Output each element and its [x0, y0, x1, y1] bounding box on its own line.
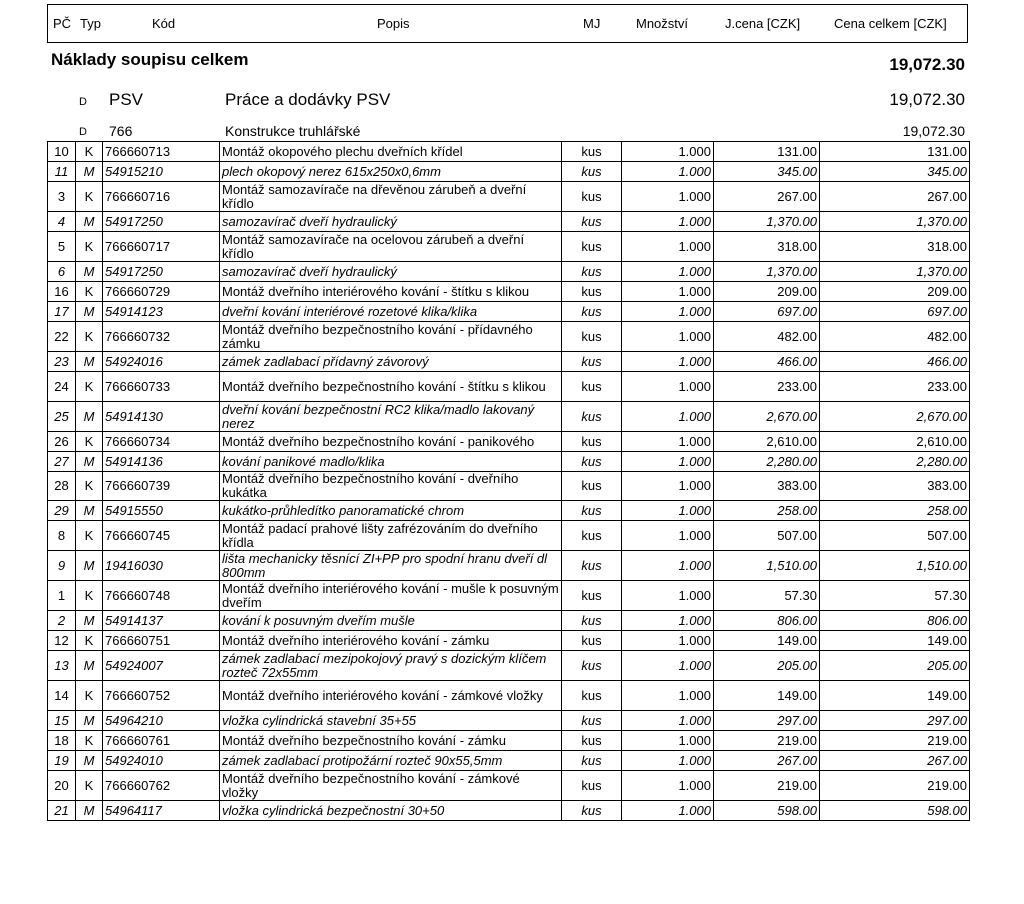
- row-unit-price: 297.00: [714, 711, 820, 731]
- row-unit-price: 1,370.00: [714, 262, 820, 282]
- row-pc: 5: [48, 232, 76, 262]
- row-code: 766660717: [103, 232, 220, 262]
- row-total-price: 806.00: [820, 611, 970, 631]
- col-typ: Typ: [80, 16, 101, 31]
- row-code: 54915550: [103, 501, 220, 521]
- row-code: 766660733: [103, 372, 220, 402]
- table-row: [48, 302, 970, 322]
- row-unit-price: 482.00: [714, 322, 820, 352]
- row-unit-price: 466.00: [714, 352, 820, 372]
- row-description: dveřní kování bezpečnostní RC2 klika/madlo lakovaný nerez: [220, 402, 562, 432]
- col-pc: PČ: [53, 16, 72, 31]
- row-unit-price: 697.00: [714, 302, 820, 322]
- row-unit-of-measure: kus: [562, 751, 622, 771]
- row-code: 54964117: [103, 801, 220, 821]
- row-unit-of-measure: kus: [562, 611, 622, 631]
- row-pc: 8: [48, 521, 76, 551]
- row-typ: M: [76, 212, 103, 232]
- row-total-price: 297.00: [820, 711, 970, 731]
- row-total-price: 233.00: [820, 372, 970, 402]
- row-typ: M: [76, 611, 103, 631]
- row-description: Montáž dveřního interiérového kování - zámkové vložky: [220, 681, 562, 711]
- row-pc: 6: [48, 262, 76, 282]
- row-typ: M: [76, 162, 103, 182]
- row-code: 766660734: [103, 432, 220, 452]
- row-description: kování k posuvným dveřím mušle: [220, 611, 562, 631]
- row-description: samozavírač dveří hydraulický: [220, 212, 562, 232]
- row-unit-price: 149.00: [714, 631, 820, 651]
- table-row: [48, 611, 970, 631]
- row-code: 54964210: [103, 711, 220, 731]
- row-unit-price: 2,610.00: [714, 432, 820, 452]
- row-description: Montáž samozavírače na dřevěnou zárubeň a dveřní křídlo: [220, 182, 562, 212]
- row-quantity: 1.000: [622, 651, 714, 681]
- row-description: Montáž dveřního bezpečnostního kování - štítku s klikou: [220, 372, 562, 402]
- row-quantity: 1.000: [622, 282, 714, 302]
- row-pc: 10: [48, 142, 76, 162]
- row-pc: 18: [48, 731, 76, 751]
- row-total-price: 267.00: [820, 182, 970, 212]
- row-code: 766660762: [103, 771, 220, 801]
- row-unit-of-measure: kus: [562, 581, 622, 611]
- level1-d-marker: D: [79, 96, 87, 108]
- row-unit-price: 149.00: [714, 681, 820, 711]
- row-typ: K: [76, 372, 103, 402]
- row-total-price: 318.00: [820, 232, 970, 262]
- row-unit-price: 267.00: [714, 182, 820, 212]
- row-code: 54914137: [103, 611, 220, 631]
- row-quantity: 1.000: [622, 751, 714, 771]
- row-unit-price: 219.00: [714, 731, 820, 751]
- row-code: 766660716: [103, 182, 220, 212]
- row-pc: 9: [48, 551, 76, 581]
- table-row: [48, 651, 970, 681]
- row-unit-price: 2,670.00: [714, 402, 820, 432]
- row-pc: 21: [48, 801, 76, 821]
- row-quantity: 1.000: [622, 232, 714, 262]
- row-quantity: 1.000: [622, 262, 714, 282]
- row-quantity: 1.000: [622, 771, 714, 801]
- row-unit-price: 2,280.00: [714, 452, 820, 472]
- row-total-price: 697.00: [820, 302, 970, 322]
- row-unit-of-measure: kus: [562, 551, 622, 581]
- row-typ: M: [76, 651, 103, 681]
- row-quantity: 1.000: [622, 501, 714, 521]
- row-unit-of-measure: kus: [562, 452, 622, 472]
- row-pc: 29: [48, 501, 76, 521]
- row-pc: 13: [48, 651, 76, 681]
- row-typ: K: [76, 472, 103, 501]
- row-typ: M: [76, 402, 103, 432]
- row-unit-of-measure: kus: [562, 352, 622, 372]
- row-typ: K: [76, 322, 103, 352]
- row-typ: K: [76, 182, 103, 212]
- row-pc: 4: [48, 212, 76, 232]
- row-code: 54914136: [103, 452, 220, 472]
- col-cena-celkem: Cena celkem [CZK]: [834, 16, 947, 31]
- row-description: Montáž dveřního bezpečnostního kování - zámku: [220, 731, 562, 751]
- row-unit-of-measure: kus: [562, 711, 622, 731]
- table-row: [48, 182, 970, 212]
- table-row: [48, 352, 970, 372]
- row-description: Montáž dveřního bezpečnostního kování - zámkové vložky: [220, 771, 562, 801]
- row-code: 766660752: [103, 681, 220, 711]
- row-unit-price: 345.00: [714, 162, 820, 182]
- row-unit-price: 57.30: [714, 581, 820, 611]
- row-unit-price: 233.00: [714, 372, 820, 402]
- row-unit-of-measure: kus: [562, 402, 622, 432]
- row-typ: K: [76, 581, 103, 611]
- row-pc: 22: [48, 322, 76, 352]
- row-pc: 12: [48, 631, 76, 651]
- row-code: 766660732: [103, 322, 220, 352]
- row-pc: 16: [48, 282, 76, 302]
- row-unit-of-measure: kus: [562, 282, 622, 302]
- row-total-price: 345.00: [820, 162, 970, 182]
- row-code: 54915210: [103, 162, 220, 182]
- summary-value: 19,072.30: [889, 55, 965, 74]
- row-unit-of-measure: kus: [562, 801, 622, 821]
- table-row: [48, 402, 970, 432]
- row-unit-of-measure: kus: [562, 631, 622, 651]
- col-jcena: J.cena [CZK]: [725, 16, 801, 31]
- row-total-price: 598.00: [820, 801, 970, 821]
- table-row: [48, 232, 970, 262]
- row-quantity: 1.000: [622, 452, 714, 472]
- row-typ: K: [76, 771, 103, 801]
- row-pc: 1: [48, 581, 76, 611]
- table-row: [48, 681, 970, 711]
- row-quantity: 1.000: [622, 352, 714, 372]
- row-quantity: 1.000: [622, 731, 714, 751]
- row-description: Montáž dveřního bezpečnostního kování - dveřního kukátka: [220, 472, 562, 501]
- table-row: [48, 751, 970, 771]
- row-total-price: 1,510.00: [820, 551, 970, 581]
- row-description: vložka cylindrická stavební 35+55: [220, 711, 562, 731]
- row-unit-price: 806.00: [714, 611, 820, 631]
- row-unit-price: 383.00: [714, 472, 820, 501]
- row-total-price: 149.00: [820, 631, 970, 651]
- row-quantity: 1.000: [622, 472, 714, 501]
- row-total-price: 149.00: [820, 681, 970, 711]
- row-total-price: 507.00: [820, 521, 970, 551]
- table-row: [48, 452, 970, 472]
- row-code: 54914130: [103, 402, 220, 432]
- row-description: vložka cylindrická bezpečnostní 30+50: [220, 801, 562, 821]
- row-unit-price: 267.00: [714, 751, 820, 771]
- row-unit-of-measure: kus: [562, 142, 622, 162]
- row-unit-of-measure: kus: [562, 771, 622, 801]
- table-row: [48, 282, 970, 302]
- row-code: 54917250: [103, 212, 220, 232]
- row-unit-price: 205.00: [714, 651, 820, 681]
- table-row: [48, 731, 970, 751]
- col-mnozstvi: Množství: [636, 16, 689, 31]
- row-unit-price: 318.00: [714, 232, 820, 262]
- row-unit-of-measure: kus: [562, 322, 622, 352]
- level1-name: Práce a dodávky PSV: [225, 90, 391, 109]
- level1-code: PSV: [109, 90, 144, 109]
- table-row: [48, 801, 970, 821]
- row-description: zámek zadlabací přídavný závorový: [220, 352, 562, 372]
- row-quantity: 1.000: [622, 212, 714, 232]
- row-quantity: 1.000: [622, 611, 714, 631]
- row-total-price: 267.00: [820, 751, 970, 771]
- row-code: 766660745: [103, 521, 220, 551]
- row-pc: 25: [48, 402, 76, 432]
- row-code: 54924007: [103, 651, 220, 681]
- row-pc: 27: [48, 452, 76, 472]
- row-typ: M: [76, 551, 103, 581]
- summary-label: Náklady soupisu celkem: [51, 50, 249, 69]
- row-quantity: 1.000: [622, 162, 714, 182]
- row-typ: M: [76, 302, 103, 322]
- row-code: 54924016: [103, 352, 220, 372]
- items-table: [47, 141, 970, 821]
- row-typ: K: [76, 731, 103, 751]
- row-typ: K: [76, 142, 103, 162]
- row-code: 766660739: [103, 472, 220, 501]
- column-header: [47, 4, 968, 43]
- row-quantity: 1.000: [622, 302, 714, 322]
- row-unit-price: 209.00: [714, 282, 820, 302]
- row-unit-of-measure: kus: [562, 681, 622, 711]
- row-description: samozavírač dveří hydraulický: [220, 262, 562, 282]
- row-unit-of-measure: kus: [562, 182, 622, 212]
- row-unit-price: 1,510.00: [714, 551, 820, 581]
- row-code: 766660748: [103, 581, 220, 611]
- row-quantity: 1.000: [622, 372, 714, 402]
- row-typ: M: [76, 801, 103, 821]
- row-unit-price: 1,370.00: [714, 212, 820, 232]
- row-unit-of-measure: kus: [562, 302, 622, 322]
- table-row: [48, 432, 970, 452]
- row-code: 766660729: [103, 282, 220, 302]
- row-code: 766660751: [103, 631, 220, 651]
- row-description: zámek zadlabací protipožární rozteč 90x55,5mm: [220, 751, 562, 771]
- row-total-price: 2,610.00: [820, 432, 970, 452]
- row-pc: 17: [48, 302, 76, 322]
- row-typ: K: [76, 631, 103, 651]
- row-code: 54917250: [103, 262, 220, 282]
- row-unit-of-measure: kus: [562, 262, 622, 282]
- table-row: [48, 521, 970, 551]
- row-total-price: 482.00: [820, 322, 970, 352]
- row-quantity: 1.000: [622, 551, 714, 581]
- table-row: [48, 322, 970, 352]
- row-unit-price: 507.00: [714, 521, 820, 551]
- table-row: [48, 472, 970, 501]
- row-typ: M: [76, 452, 103, 472]
- col-mj: MJ: [583, 16, 601, 31]
- row-unit-of-measure: kus: [562, 232, 622, 262]
- table-row: [48, 771, 970, 801]
- level2-code: 766: [109, 123, 133, 139]
- row-unit-of-measure: kus: [562, 521, 622, 551]
- row-code: 54924010: [103, 751, 220, 771]
- table-row: [48, 372, 970, 402]
- row-total-price: 466.00: [820, 352, 970, 372]
- row-quantity: 1.000: [622, 711, 714, 731]
- row-total-price: 1,370.00: [820, 212, 970, 232]
- row-unit-price: 219.00: [714, 771, 820, 801]
- row-pc: 14: [48, 681, 76, 711]
- row-quantity: 1.000: [622, 681, 714, 711]
- table-row: [48, 501, 970, 521]
- row-total-price: 258.00: [820, 501, 970, 521]
- row-typ: M: [76, 262, 103, 282]
- row-total-price: 209.00: [820, 282, 970, 302]
- row-unit-of-measure: kus: [562, 651, 622, 681]
- row-description: Montáž padací prahové lišty zafrézováním do dveřního křídla: [220, 521, 562, 551]
- row-description: lišta mechanicky těsnící ZI+PP pro spodní hranu dveří dl 800mm: [220, 551, 562, 581]
- row-pc: 2: [48, 611, 76, 631]
- row-unit-of-measure: kus: [562, 731, 622, 751]
- row-description: Montáž dveřního bezpečnostního kování - přídavného zámku: [220, 322, 562, 352]
- row-typ: M: [76, 501, 103, 521]
- row-total-price: 2,280.00: [820, 452, 970, 472]
- row-quantity: 1.000: [622, 521, 714, 551]
- row-typ: K: [76, 521, 103, 551]
- row-code: 19416030: [103, 551, 220, 581]
- row-unit-of-measure: kus: [562, 432, 622, 452]
- row-description: zámek zadlabací mezipokojový pravý s dozickým klíčem rozteč 72x55mm: [220, 651, 562, 681]
- table-row: [48, 711, 970, 731]
- row-quantity: 1.000: [622, 322, 714, 352]
- table-row: [48, 551, 970, 581]
- row-pc: 15: [48, 711, 76, 731]
- row-description: Montáž samozavírače na ocelovou zárubeň a dveřní křídlo: [220, 232, 562, 262]
- row-pc: 28: [48, 472, 76, 501]
- row-description: Montáž dveřního bezpečnostního kování - panikového: [220, 432, 562, 452]
- row-code: 766660713: [103, 142, 220, 162]
- row-total-price: 131.00: [820, 142, 970, 162]
- row-total-price: 383.00: [820, 472, 970, 501]
- row-total-price: 1,370.00: [820, 262, 970, 282]
- row-pc: 11: [48, 162, 76, 182]
- row-quantity: 1.000: [622, 182, 714, 212]
- row-typ: K: [76, 681, 103, 711]
- table-row: [48, 262, 970, 282]
- row-quantity: 1.000: [622, 581, 714, 611]
- level2-value: 19,072.30: [902, 123, 965, 139]
- row-typ: M: [76, 352, 103, 372]
- row-typ: K: [76, 282, 103, 302]
- row-typ: K: [76, 232, 103, 262]
- row-unit-of-measure: kus: [562, 212, 622, 232]
- table-row: [48, 581, 970, 611]
- row-quantity: 1.000: [622, 142, 714, 162]
- row-pc: 3: [48, 182, 76, 212]
- level1-value: 19,072.30: [889, 90, 965, 109]
- row-description: kukátko-průhledítko panoramatické chrom: [220, 501, 562, 521]
- row-description: plech okopový nerez 615x250x0,6mm: [220, 162, 562, 182]
- row-unit-of-measure: kus: [562, 372, 622, 402]
- row-pc: 24: [48, 372, 76, 402]
- row-description: kování panikové madlo/klika: [220, 452, 562, 472]
- row-total-price: 205.00: [820, 651, 970, 681]
- row-unit-of-measure: kus: [562, 162, 622, 182]
- row-total-price: 219.00: [820, 771, 970, 801]
- row-unit-of-measure: kus: [562, 501, 622, 521]
- row-typ: M: [76, 751, 103, 771]
- col-kod: Kód: [152, 16, 176, 31]
- table-row: [48, 212, 970, 232]
- table-row: [48, 142, 970, 162]
- row-pc: 20: [48, 771, 76, 801]
- row-description: Montáž okopového plechu dveřních křídel: [220, 142, 562, 162]
- level2-d-marker: D: [79, 126, 87, 138]
- row-description: Montáž dveřního interiérového kování - zámku: [220, 631, 562, 651]
- row-quantity: 1.000: [622, 631, 714, 651]
- row-quantity: 1.000: [622, 432, 714, 452]
- level2-name: Konstrukce truhlářské: [225, 123, 361, 139]
- row-description: Montáž dveřního interiérového kování - mušle k posuvným dveřím: [220, 581, 562, 611]
- row-quantity: 1.000: [622, 801, 714, 821]
- row-total-price: 219.00: [820, 731, 970, 751]
- row-pc: 19: [48, 751, 76, 771]
- row-unit-price: 131.00: [714, 142, 820, 162]
- row-description: Montáž dveřního interiérového kování - štítku s klikou: [220, 282, 562, 302]
- row-total-price: 2,670.00: [820, 402, 970, 432]
- row-description: dveřní kování interiérové rozetové klika/klika: [220, 302, 562, 322]
- row-code: 54914123: [103, 302, 220, 322]
- col-popis: Popis: [377, 16, 410, 31]
- table-row: [48, 162, 970, 182]
- row-pc: 23: [48, 352, 76, 372]
- row-typ: K: [76, 432, 103, 452]
- row-unit-of-measure: kus: [562, 472, 622, 501]
- row-quantity: 1.000: [622, 402, 714, 432]
- row-unit-price: 258.00: [714, 501, 820, 521]
- row-code: 766660761: [103, 731, 220, 751]
- row-unit-price: 598.00: [714, 801, 820, 821]
- row-total-price: 57.30: [820, 581, 970, 611]
- table-row: [48, 631, 970, 651]
- row-typ: M: [76, 711, 103, 731]
- row-pc: 26: [48, 432, 76, 452]
